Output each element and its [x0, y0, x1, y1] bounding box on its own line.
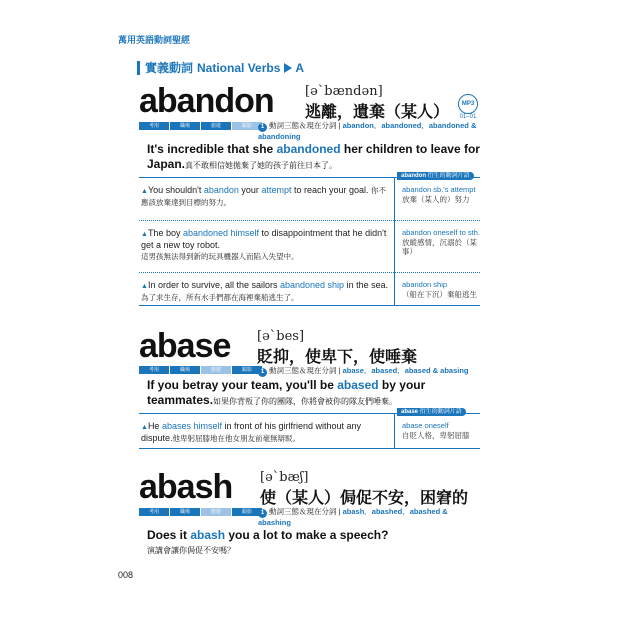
tag-exam: 考用	[139, 366, 169, 374]
example-highlight: abandon	[203, 185, 239, 195]
derived-translation: 放縱感情，沉溺於（某事）	[402, 237, 477, 256]
tag-workplace: 職場	[170, 508, 200, 516]
definition-abase: 貶抑，使卑下，使唾棄	[257, 349, 418, 366]
section-bar	[137, 61, 140, 75]
bullet-triangle-icon: ▲	[141, 424, 148, 431]
headword-abandon: abandon	[139, 82, 274, 120]
example-text: He	[147, 421, 162, 431]
section-heading	[137, 59, 304, 76]
tag-shadow: 跟影	[232, 508, 262, 516]
forms-abandon: 1 動詞三態＆現在分詞 | abandon．abandoned．abandoned & abandoning	[258, 121, 477, 141]
divider	[139, 305, 480, 306]
example-translation: 如果你背叛了你的團隊，你將會被你的隊友們唾棄。	[213, 397, 398, 406]
example-text: The boy	[147, 228, 183, 238]
tag-shadow: 跟影	[232, 122, 262, 130]
derived-tag-label: 衍生的動詞片語	[419, 409, 462, 415]
column-divider	[394, 413, 395, 448]
main-example-abash	[147, 528, 487, 558]
mp3-track: 01–01	[459, 114, 477, 120]
tag-shadow: 跟影	[232, 366, 262, 374]
usage-tags-abash	[139, 508, 262, 516]
forms-list: abandon．abandoned．abandoned & abandoning	[258, 121, 477, 141]
example-text: If you betray your team, you'll be	[147, 378, 338, 392]
derived-tag-abandon	[397, 172, 474, 180]
book-title: 萬用英語動詞聖經	[118, 35, 191, 45]
bullet-triangle-icon: ▲	[141, 188, 148, 195]
dotted-divider	[139, 272, 480, 273]
derived-phrase: abase oneself	[402, 421, 449, 430]
example-translation: 這男孩無法得到新的玩具機器人而陷入失望中。	[141, 252, 299, 261]
derived-tag-abase	[397, 408, 466, 416]
number-1-icon: 1	[258, 368, 267, 377]
section-title-en: National Verbs	[197, 60, 281, 75]
number-1-icon: 1	[258, 509, 267, 518]
tag-workplace: 職場	[170, 366, 200, 374]
example-highlight: abases himself	[161, 421, 222, 431]
example-translation: 演講會讓你侷促不安嗎？	[147, 546, 235, 555]
derived-tag-word: abandon	[401, 173, 426, 179]
example-1-abase	[141, 421, 391, 444]
example-highlight: attempt	[261, 185, 292, 195]
tag-exam: 考用	[139, 508, 169, 516]
headphones-icon: MP3	[458, 94, 478, 114]
column-divider	[394, 177, 395, 305]
example-highlight: abandoned	[276, 142, 341, 156]
example-text: you a lot to make a speech?	[225, 528, 389, 542]
forms-label: 動詞三態＆現在分詞	[269, 121, 337, 130]
example-text: in front of his girlfriend without any dispute.	[141, 421, 362, 443]
example-text: You shouldn't	[147, 185, 204, 195]
derived-1-abandon	[402, 185, 480, 204]
example-text: In order to survive, all the sailors	[147, 280, 280, 290]
example-translation: 真不敢相信她拋棄了她的孩子前往日本了。	[185, 161, 338, 170]
number-1-icon: 1	[258, 123, 267, 132]
example-text: by your teammates.	[147, 378, 426, 407]
example-text: in the sea.	[344, 280, 389, 290]
headword-abase: abase	[139, 327, 231, 365]
tag-travel: 旅遊	[201, 366, 231, 374]
mp3-badge[interactable]	[458, 94, 478, 120]
tag-travel: 旅遊	[201, 122, 231, 130]
derived-translation: （船在下沉）棄船逃生	[402, 289, 477, 299]
example-highlight: abandoned ship	[280, 280, 345, 290]
derived-tag-word: abase	[401, 409, 419, 415]
divider	[139, 448, 480, 449]
example-text: to reach your goal.	[291, 185, 369, 195]
definition-abash: 使（某人）侷促不安，困窘的	[260, 490, 469, 507]
section-letter: A	[295, 60, 305, 75]
example-1-abandon	[141, 185, 391, 208]
forms-list: abash．abashed．abashed & abashing	[258, 507, 448, 527]
derived-tag-label: 衍生的動詞片語	[427, 173, 470, 179]
tag-travel: 旅遊	[201, 508, 231, 516]
headword-abash: abash	[139, 468, 233, 506]
usage-tags-abandon	[139, 122, 262, 130]
phonetic-abash: [əˋbæʃ]	[260, 470, 309, 485]
derived-phrase: abandon sb.'s attempt	[402, 185, 476, 194]
tag-workplace: 職場	[170, 122, 200, 130]
section-title-zh: 實義動詞	[145, 61, 194, 75]
phonetic-abase: [əˋbes]	[257, 329, 305, 344]
example-3-abandon	[141, 280, 391, 303]
bullet-triangle-icon: ▲	[141, 231, 148, 238]
definition-abandon: 逃離，遺棄（某人）	[305, 104, 450, 121]
forms-label: 動詞三態＆現在分詞	[269, 507, 337, 516]
example-text: your	[238, 185, 262, 195]
example-translation: 他卑躬屈膝地在他女朋友前毫無辯駁。	[172, 434, 301, 443]
derived-2-abandon	[402, 228, 480, 257]
derived-phrase: abandon ship	[402, 280, 448, 289]
page-number: 008	[118, 570, 134, 580]
example-text: to disappointment that he didn't get a new toy robot.	[141, 228, 387, 250]
example-translation: 為了求生存，所有水手們都在海裡棄船逃生了。	[141, 293, 299, 302]
forms-abash: 1 動詞三態＆現在分詞 | abash．abashed．abashed & abashing	[258, 507, 448, 527]
example-text: her children to leave for Japan.	[147, 142, 480, 171]
forms-list: abase．abased．abased & abasing	[342, 366, 469, 375]
dotted-divider	[139, 220, 480, 221]
derived-phrase: abandon oneself to sth.	[402, 228, 480, 237]
forms-label: 動詞三態＆現在分詞	[269, 366, 337, 375]
main-example-abase	[147, 378, 487, 409]
forms-abase: 1 動詞三態＆現在分詞 | abase．abased．abased & abasing	[258, 366, 483, 377]
bullet-triangle-icon: ▲	[141, 283, 148, 290]
derived-translation: 自貶人格，卑躬屈膝	[402, 430, 470, 440]
example-text: It's incredible that she	[147, 142, 277, 156]
derived-1-abase	[402, 421, 480, 440]
main-example-abandon	[147, 142, 487, 173]
example-highlight: abash	[190, 528, 226, 542]
example-translation: 你不應該放棄達到目標的努力。	[141, 186, 387, 207]
example-text: Does it	[147, 528, 191, 542]
example-highlight: abased	[337, 378, 379, 392]
usage-tags-abase	[139, 366, 262, 374]
triangle-icon	[284, 63, 292, 73]
phonetic-abandon: [əˋbændən]	[305, 84, 383, 99]
derived-3-abandon	[402, 280, 480, 299]
example-2-abandon	[141, 228, 391, 262]
derived-translation: 放棄（某人的）努力	[402, 194, 470, 204]
example-highlight: abandoned himself	[182, 228, 260, 238]
tag-exam: 考用	[139, 122, 169, 130]
